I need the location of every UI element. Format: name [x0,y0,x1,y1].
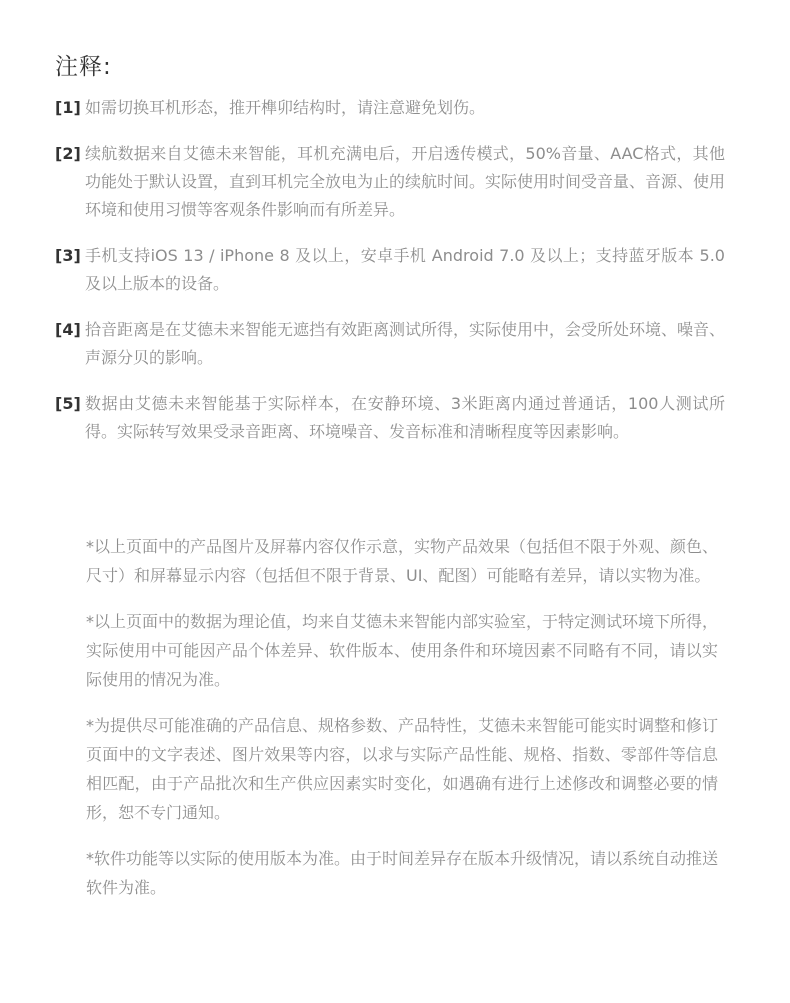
note-text: 数据由艾德未来智能基于实际样本，在安静环境、3米距离内通过普通话，100人测试所得。实际转写效果受录音距离、环境噪音、发音标准和清晰程度等因素影响。 [85,394,725,441]
note-item-1 [55,94,725,122]
note-number: [4] [55,320,81,339]
page-title: 注释: [55,54,112,80]
note-text: 如需切换耳机形态，推开榫卯结构时，请注意避免划伤。 [85,98,486,117]
note-text: 手机支持iOS 13 / iPhone 8 及以上，安卓手机 Android 7.0 及以上；支持蓝牙版本 5.0 及以上版本的设备。 [85,246,725,293]
disclaimer-paragraph: *为提供尽可能准确的产品信息、规格参数、产品特性，艾德未来智能可能实时调整和修订页面中的文字表述、图片效果等内容，以求与实际产品性能、规格、指数、零部件等信息相匹配，由于产品批次和生产供应因素实时变化，如遇确有进行上述修改和调整必要的情形，恕不专门通知。 [86,716,719,822]
disclaimer-paragraph: *以上页面中的数据为理论值，均来自艾德未来智能内部实验室，于特定测试环境下所得，实际使用中可能因产品个体差异、软件版本、使用条件和环境因素不同略有不同，请以实际使用的情况为准。 [86,612,719,689]
note-item-3 [55,242,725,298]
note-number: [3] [55,246,81,265]
note-item-4 [55,316,725,372]
note-text: 续航数据来自艾德未来智能，耳机充满电后，开启透传模式，50%音量、AAC格式，其他功能处于默认设置，直到耳机完全放电为止的续航时间。实际使用时间受音量、音源、使用环境和使用习惯等客观条件影响而有所差异。 [85,144,726,219]
notes-list [55,94,725,464]
note-item-5 [55,390,725,446]
disclaimer-paragraph: *软件功能等以实际的使用版本为准。由于时间差异存在版本升级情况，请以系统自动推送软件为准。 [86,849,719,897]
note-number: [5] [55,394,81,413]
note-item-2 [55,140,725,224]
note-text: 拾音距离是在艾德未来智能无遮挡有效距离测试所得，实际使用中，会受所处环境、噪音、声源分贝的影响。 [85,320,726,367]
note-number: [2] [55,144,81,163]
disclaimer-paragraph: *以上页面中的产品图片及屏幕内容仅作示意，实物产品效果（包括但不限于外观、颜色、尺寸）和屏幕显示内容（包括但不限于背景、UI、配图）可能略有差异，请以实物为准。 [86,537,719,585]
disclaimer-list [86,532,718,919]
note-number: [1] [55,98,81,117]
